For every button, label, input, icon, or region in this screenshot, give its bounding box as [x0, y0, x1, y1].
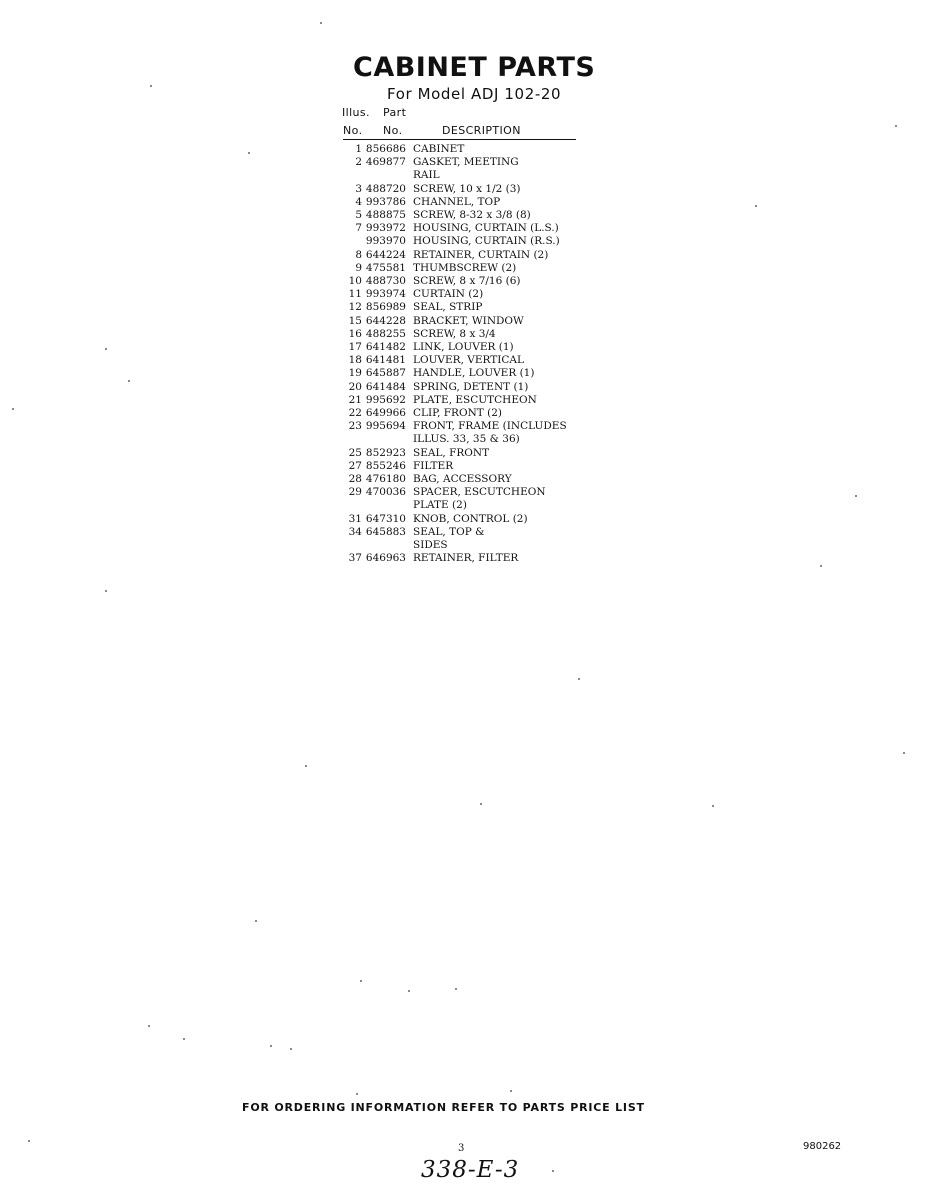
- scan-speck: [712, 805, 714, 807]
- part-number: 852923: [365, 446, 406, 459]
- illus-number: 19: [348, 367, 362, 380]
- scan-speck: [755, 205, 757, 207]
- scan-speck: [552, 1170, 554, 1172]
- part-number: 469877: [365, 156, 406, 169]
- scan-speck: [320, 22, 322, 24]
- part-description: CLIP, FRONT (2): [413, 407, 502, 420]
- part-description: SPACER, ESCUTCHEON: [413, 486, 546, 499]
- part-number: 856686: [365, 143, 406, 155]
- illus-number: 10: [348, 275, 362, 288]
- part-number: 855246: [365, 459, 406, 472]
- scan-speck: [855, 495, 857, 497]
- illus-number: 20: [348, 380, 362, 393]
- scan-speck: [895, 125, 897, 127]
- part-number: 645883: [365, 525, 406, 538]
- scan-speck: [128, 380, 130, 382]
- part-number: 856989: [365, 301, 406, 314]
- illus-number: 15: [348, 314, 362, 327]
- handwritten-note: 338-E-3: [421, 1157, 520, 1183]
- part-description: FILTER: [413, 459, 454, 472]
- part-description: LOUVER, VERTICAL: [413, 354, 524, 367]
- part-number: 993970: [365, 235, 406, 248]
- ordering-info-note: FOR ORDERING INFORMATION REFER TO PARTS PRICE LIST: [242, 1101, 645, 1114]
- part-number: 488875: [365, 209, 406, 222]
- part-row: [340, 328, 600, 341]
- scan-speck: [270, 1045, 272, 1047]
- model-subtitle: For Model ADJ 102-20: [387, 85, 562, 103]
- part-number: 641482: [365, 341, 406, 354]
- part-description: FRONT, FRAME (INCLUDES: [413, 420, 567, 433]
- part-description: BRACKET, WINDOW: [413, 314, 524, 327]
- part-number: 488730: [365, 275, 406, 288]
- illus-number: 27: [348, 459, 362, 472]
- part-description: SCREW, 8 x 3/4: [413, 327, 496, 340]
- part-row: [340, 354, 600, 367]
- part-number: 993972: [365, 222, 406, 235]
- part-row: [340, 513, 600, 526]
- scan-speck: [305, 765, 307, 767]
- part-description: HOUSING, CURTAIN (R.S.): [413, 235, 560, 248]
- part-column-header-bottom: No.: [383, 124, 403, 137]
- page-number: 3: [458, 1143, 465, 1154]
- scan-speck: [360, 980, 362, 982]
- part-description: RETAINER, FILTER: [413, 552, 519, 565]
- scan-speck: [480, 803, 482, 805]
- illus-number: 8: [355, 248, 362, 261]
- part-row: [340, 394, 600, 407]
- part-row: [340, 447, 600, 460]
- part-description: SCREW, 10 x 1/2 (3): [413, 182, 521, 195]
- description-column-header: DESCRIPTION: [442, 124, 521, 137]
- part-row: [340, 235, 600, 248]
- part-description-continued: PLATE (2): [413, 499, 467, 512]
- illus-number: 21: [348, 393, 362, 406]
- illus-number: 23: [348, 420, 362, 433]
- scan-speck: [105, 590, 107, 592]
- part-row: [340, 209, 600, 222]
- part-row: [340, 552, 600, 565]
- part-number: 993974: [365, 288, 406, 301]
- part-number: 488255: [365, 327, 406, 340]
- illus-column-header-top: Illus.: [342, 106, 370, 119]
- part-description: PLATE, ESCUTCHEON: [413, 393, 537, 406]
- part-description: SCREW, 8 x 7/16 (6): [413, 275, 521, 288]
- part-row: [340, 341, 600, 354]
- part-row: [340, 381, 600, 394]
- part-description: SPRING, DETENT (1): [413, 380, 529, 393]
- part-row: [340, 460, 600, 473]
- scan-speck: [578, 678, 580, 680]
- part-description: GASKET, MEETING: [413, 156, 519, 169]
- part-row: [340, 249, 600, 262]
- part-row: [340, 526, 600, 539]
- part-description-continued: RAIL: [413, 169, 440, 182]
- part-row: [340, 183, 600, 196]
- illus-number: 12: [348, 301, 362, 314]
- scan-speck: [255, 920, 257, 922]
- part-description: BAG, ACCESSORY: [413, 473, 512, 486]
- scan-speck: [150, 85, 152, 87]
- part-number: 995694: [365, 420, 406, 433]
- illus-number: 28: [348, 473, 362, 486]
- illus-number: 4: [355, 195, 362, 208]
- part-number: 995692: [365, 393, 406, 406]
- scan-speck: [356, 1093, 358, 1095]
- part-description: RETAINER, CURTAIN (2): [413, 248, 549, 261]
- scan-speck: [408, 990, 410, 992]
- header-rule: [343, 139, 576, 140]
- part-number: 476180: [365, 473, 406, 486]
- scan-speck: [820, 565, 822, 567]
- part-description: HANDLE, LOUVER (1): [413, 367, 535, 380]
- part-number: 475581: [365, 261, 406, 274]
- part-number: 646963: [365, 552, 406, 565]
- part-number: 644224: [365, 248, 406, 261]
- illus-column-header-bottom: No.: [343, 124, 363, 137]
- part-number: 488720: [365, 182, 406, 195]
- part-row: [340, 301, 600, 314]
- illus-number: 22: [348, 407, 362, 420]
- part-number: 649966: [365, 407, 406, 420]
- part-description: SEAL, FRONT: [413, 446, 490, 459]
- scan-speck: [105, 348, 107, 350]
- illus-number: [340, 235, 362, 248]
- scan-speck: [455, 988, 457, 990]
- part-description-continued: ILLUS. 33, 35 & 36): [413, 433, 520, 446]
- scan-speck: [248, 152, 250, 154]
- part-description: CABINET: [413, 143, 465, 155]
- part-row: [340, 407, 600, 420]
- illus-number: 16: [348, 327, 362, 340]
- illus-number: 29: [348, 486, 362, 499]
- scan-speck: [510, 1090, 512, 1092]
- part-row: [340, 288, 600, 301]
- illus-number: 1: [355, 143, 362, 155]
- illus-number: 11: [348, 288, 362, 301]
- part-description: KNOB, CONTROL (2): [413, 512, 528, 525]
- scan-speck: [148, 1025, 150, 1027]
- part-description: HOUSING, CURTAIN (L.S.): [413, 222, 559, 235]
- part-description: SEAL, STRIP: [413, 301, 483, 314]
- part-row: [340, 196, 600, 209]
- part-row: [340, 275, 600, 288]
- scan-speck: [12, 408, 14, 410]
- part-row: [340, 486, 600, 499]
- part-row: [340, 156, 600, 169]
- part-row: [340, 420, 600, 433]
- part-description: THUMBSCREW (2): [413, 261, 517, 274]
- illus-number: 3: [355, 182, 362, 195]
- scan-speck: [903, 752, 905, 754]
- scan-speck: [28, 1140, 30, 1142]
- illus-number: 25: [348, 446, 362, 459]
- part-row: [340, 143, 600, 156]
- part-number: 647310: [365, 512, 406, 525]
- illus-number: 7: [355, 222, 362, 235]
- part-description-continued: SIDES: [413, 539, 448, 552]
- illus-number: 5: [355, 209, 362, 222]
- part-row: [340, 473, 600, 486]
- part-row: [340, 222, 600, 235]
- part-number: 993786: [365, 195, 406, 208]
- illus-number: 31: [348, 512, 362, 525]
- scan-speck: [183, 1038, 185, 1040]
- illus-number: 9: [355, 261, 362, 274]
- part-description: LINK, LOUVER (1): [413, 341, 514, 354]
- page-title: CABINET PARTS: [353, 52, 596, 83]
- illus-number: 2: [355, 156, 362, 169]
- document-code: 980262: [803, 1141, 842, 1152]
- scan-speck: [290, 1048, 292, 1050]
- illus-number: 18: [348, 354, 362, 367]
- part-number: 644228: [365, 314, 406, 327]
- illus-number: 37: [348, 552, 362, 565]
- parts-list: [340, 143, 600, 566]
- part-description: SEAL, TOP &: [413, 525, 485, 538]
- illus-number: 17: [348, 341, 362, 354]
- part-description: CURTAIN (2): [413, 288, 484, 301]
- part-number: 641481: [365, 354, 406, 367]
- part-description: SCREW, 8-32 x 3/8 (8): [413, 209, 531, 222]
- part-number: 645887: [365, 367, 406, 380]
- part-row: [340, 367, 600, 380]
- part-column-header-top: Part: [383, 106, 407, 119]
- illus-number: 34: [348, 525, 362, 538]
- part-number: 641484: [365, 380, 406, 393]
- part-number: 470036: [365, 486, 406, 499]
- part-description: CHANNEL, TOP: [413, 195, 501, 208]
- part-row: [340, 315, 600, 328]
- part-row: [340, 262, 600, 275]
